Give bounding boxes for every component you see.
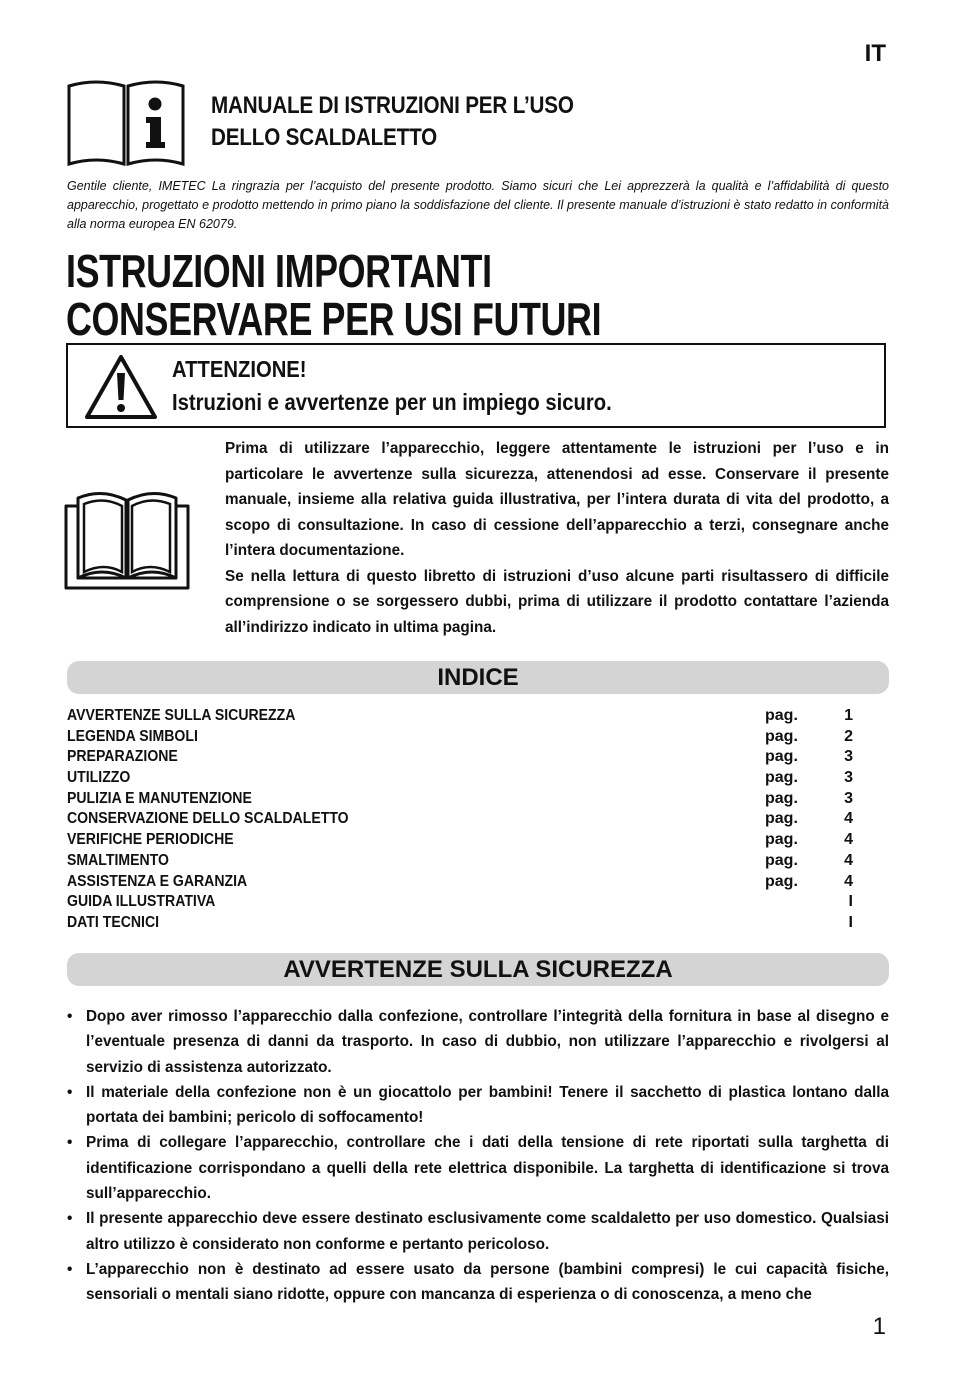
safety-warning-item: [67, 1257, 889, 1308]
warning-box: [66, 343, 886, 428]
safety-warning-text: Il materiale della confezione non è un giocattolo per bambini! Tenere il sacchetto di plastica lontano dalla portata dei bambini; pericolo di soffocamento!: [86, 1083, 889, 1127]
index-item-pag: pag.: [765, 831, 798, 849]
warning-triangle-icon: [84, 353, 158, 421]
index-item-label: GUIDA ILLUSTRATIVA: [67, 893, 216, 911]
manual-header-title: [211, 90, 574, 154]
index-item-label: PULIZIA E MANUTENZIONE: [67, 789, 252, 807]
safety-warning-text: L’apparecchio non è destinato ad essere usato da persone (bambini compresi) le cui capacità fisiche, sensoriali o mentali siano ridotte, oppure con mancanza di esperienza o di conoscenza, a meno che: [86, 1260, 889, 1304]
safety-warnings-list: [67, 1004, 889, 1308]
index-item: [67, 913, 867, 934]
index-item-pag: pag.: [765, 748, 798, 766]
page-number: 1: [872, 1313, 886, 1340]
open-book-icon: [64, 488, 190, 590]
safety-warning-item: [67, 1130, 889, 1206]
warning-text: [172, 353, 612, 419]
intro-paragraph: Gentile cliente, IMETEC La ringrazia per l’acquisto del presente prodotto. Siamo sicuri che Lei apprezzerà la qualità e l’affidabilità di questo apparecchio, progettato e prodotto mettendo in primo piano la soddisfazione del cliente. Il presente manuale d’istruzioni è stato redatto in conformità alla norma europea EN 62079.: [67, 179, 889, 231]
language-code: IT: [864, 40, 886, 67]
index-item: [67, 727, 867, 748]
safety-warning-item: [67, 1080, 889, 1131]
index-item-pag: pag.: [765, 769, 798, 787]
info-manual-icon: [66, 80, 186, 166]
safety-warning-text: Il presente apparecchio deve essere destinato esclusivamente come scaldaletto per uso domestico. Qualsiasi altro utilizzo è considerato non conforme e pertanto pericoloso.: [86, 1210, 889, 1253]
index-item-label: LEGENDA SIMBOLI: [67, 727, 198, 745]
main-title-line-1: ISTRUZIONI IMPORTANTI: [66, 245, 492, 297]
main-title-line-2: CONSERVARE PER USI FUTURI: [66, 293, 602, 345]
index-item-label: AVVERTENZE SULLA SICUREZZA: [67, 707, 296, 724]
index-item-page-number: 3: [844, 769, 853, 787]
index-item-label: UTILIZZO: [67, 769, 131, 787]
index-item: [67, 747, 867, 768]
index-item-page-number: 4: [844, 851, 853, 869]
index-item-page-number: 4: [844, 810, 853, 828]
index-item-page-number: 3: [844, 748, 853, 766]
index-section-header: INDICE: [67, 661, 889, 694]
index-item-pag: pag.: [765, 810, 798, 828]
bullet-icon: •: [67, 1210, 73, 1228]
index-item: [67, 789, 867, 810]
index-item-page-number: 4: [844, 872, 853, 890]
index-item-label: CONSERVAZIONE DELLO SCALDALETTO: [67, 810, 349, 828]
pre-use-instructions: [225, 436, 889, 640]
index-item-label: ASSISTENZA E GARANZIA: [67, 872, 248, 890]
index-item-page-number: 2: [844, 727, 853, 745]
warning-subheading: Istruzioni e avvertenze per un impiego sicuro.: [172, 389, 612, 415]
index-item-label: VERIFICHE PERIODICHE: [67, 831, 234, 849]
index-item-page-number: I: [848, 913, 853, 931]
safety-warning-item: [67, 1004, 889, 1080]
index-item-pag: pag.: [765, 872, 798, 890]
main-title: [66, 247, 601, 343]
bullet-icon: •: [67, 1008, 73, 1025]
index-item-label: PREPARAZIONE: [67, 748, 178, 766]
index-item-pag: pag.: [765, 789, 798, 807]
index-item-page-number: 3: [844, 789, 853, 807]
index-item-label: DATI TECNICI: [67, 913, 160, 931]
index-item-pag: pag.: [765, 851, 798, 869]
index-item-pag: pag.: [765, 707, 798, 724]
index-item-page-number: 4: [844, 831, 853, 849]
index-item: [67, 830, 867, 851]
header-line-2: DELLO SCALDALETTO: [211, 124, 438, 151]
safety-warning-text: Dopo aver rimosso l’apparecchio dalla confezione, controllare l’integrità della fornitura in base al disegno e l’eventuale presenza di danni da trasporto. In caso di dubbio, non utilizzare l’apparecchio e rivolgersi al servizio di assistenza autorizzato.: [86, 1008, 889, 1076]
safety-warning-item: [67, 1206, 889, 1257]
index-item-pag: pag.: [765, 727, 798, 745]
index-list: [67, 706, 867, 934]
index-item: [67, 809, 867, 830]
pre-use-paragraph-2: Se nella lettura di questo libretto di istruzioni d’uso alcune parti risultassero di difficile comprensione o se sorgessero dubbi, prima di utilizzare il prodotto contattare l’azienda all’indirizzo indicato in ultima pagina.: [225, 567, 889, 636]
bullet-icon: •: [67, 1260, 73, 1278]
index-item-label: SMALTIMENTO: [67, 851, 169, 869]
index-item: [67, 851, 867, 872]
index-item: [67, 892, 867, 913]
safety-warning-text: Prima di collegare l’apparecchio, controllare che i dati della tensione di rete riportati sulla targhetta di identificazione corrispondano a quelli della rete elettrica disponibile. La targhetta di identificazione si trova sull’apparecchio.: [86, 1134, 889, 1203]
safety-section-header: AVVERTENZE SULLA SICUREZZA: [67, 953, 889, 986]
index-item: [67, 706, 867, 727]
index-item: [67, 768, 867, 789]
header-line-1: MANUALE DI ISTRUZIONI PER L’USO: [211, 92, 574, 119]
index-item-page-number: I: [848, 893, 853, 911]
bullet-icon: •: [67, 1134, 73, 1152]
pre-use-paragraph-1: Prima di utilizzare l’apparecchio, leggere attentamente le istruzioni per l’uso e in particolare le avvertenze sulla sicurezza, attenendosi ad esse. Conservare il presente manuale, insieme alla relativa guida illustrativa, per l’intera durata di vita del prodotto, a scopo di consultazione. In caso di cessione dell’apparecchio a terzi, consegnare anche l’intera documentazione.: [225, 440, 889, 559]
warning-heading: ATTENZIONE!: [172, 356, 307, 382]
bullet-icon: •: [67, 1083, 73, 1101]
index-item-page-number: 1: [844, 707, 853, 724]
index-item: [67, 872, 867, 893]
